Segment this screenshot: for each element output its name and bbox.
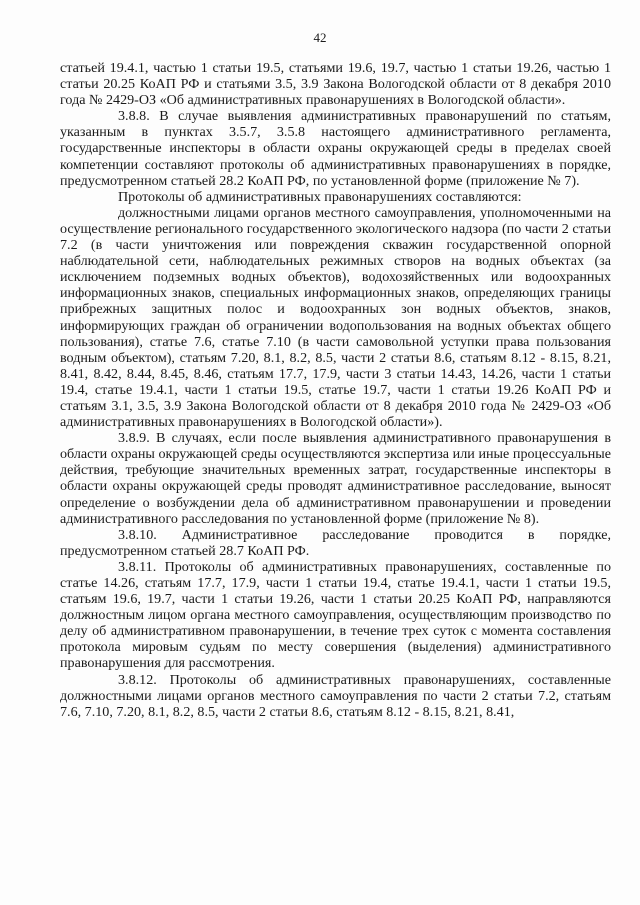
paragraph-3-8-8: 3.8.8. В случае выявления административных правонарушений по статьям, указанным в пунктах 3.5.7, 3.5.8 настоящего административного регламента, государственные инспекторы в области охраны окружающей среды в пределах своей компетенции составляют протоколы об административных правонарушениях в порядке, предусмотренном статьей 28.2 КоАП РФ, по установленной форме (приложение № 7).: [60, 108, 611, 189]
paragraph-3-8-11: 3.8.11. Протоколы об административных правонарушениях, составленные по статье 14.26, статьям 17.7, 17.9, части 1 статьи 19.4, статье 19.4.1, части 1 статьи 19.5, статьям 19.6, 19.7, части 1 статьи 19.26, части 1 статьи 20.25 КоАП РФ, направляются должностным лицом органа местного самоуправления, осуществляющим производство по делу об административном правонарушении, в течение трех суток с момента составления протокола мировым судьям по месту совершения (выделения) административного правонарушения для рассмотрения.: [60, 558, 611, 672]
page-number: 42: [313, 30, 327, 45]
paragraph-protocols-intro: Протоколы об административных правонарушениях составляются:: [118, 188, 522, 205]
paragraph-3-8-12: 3.8.12. Протоколы об административных правонарушениях, составленные должностными лицами органов местного самоуправления по части 2 статьи 7.2, статьям 7.6, 7.10, 7.20, 8.1, 8.2, 8.5, части 2 статьи 8.6, статьям 8.12 - 8.15, 8.21, 8.41,: [60, 671, 611, 720]
document-body: [60, 60, 611, 720]
paragraph-local-officials: должностными лицами органов местного самоуправления, уполномоченными на осуществление регионального государственного экологического надзора (по части 2 статьи 7.2 (в части уничтожения или повреждения скважин государственной опорной наблюдательной сети, наблюдательных режимных створов на водных объектах (за исключением подземных водных объектов), водохозяйственных или водоохранных информационных знаков, специальных информационных знаков, определяющих границы прибрежных защитных полос и водоохранных зон водных объектов, знаков, информирующих граждан об ограничении водопользования на водных объектах общего пользования), статье 7.6, статье 7.10 (в части самовольной уступки права пользования водным объектом), статьям 7.20, 8.1, 8.2, 8.5, части 2 статьи 8.6, статьям 8.12 - 8.15, 8.21, 8.41, 8.42, 8.44, 8.45, 8.46, статьям 17.7, 17.9, части 3 статьи 14.43, 14.26, части 1 статьи 19.4, статье 19.4.1, части 1 статьи 19.5, статье 19.7, части 1 статьи 19.26 КоАП РФ и статьям 3.1, 3.5, 3.9 Закона Вологодской области от 8 декабря 2010 года № 2429-ОЗ «Об административных правонарушениях в Вологодской области»).: [60, 204, 611, 431]
paragraph-continuation: статьей 19.4.1, частью 1 статьи 19.5, статьями 19.6, 19.7, частью 1 статьи 19.26, частью 1 статьи 20.25 КоАП РФ и статьями 3.5, 3.9 Закона Вологодской области от 8 декабря 2010 года № 2429-ОЗ «Об административных правонарушениях в Вологодской области».: [60, 60, 611, 109]
paragraph-3-8-9: 3.8.9. В случаях, если после выявления административного правонарушения в области охраны окружающей среды осуществляются экспертиза или иные процессуальные действия, требующие значительных временных затрат, государственные инспекторы в области охраны окружающей среды проводят административное расследование, выносят определение о возбуждении дела об административном правонарушении и проведении административного расследования по установленной форме (приложение № 8).: [60, 430, 611, 527]
paragraph-3-8-10: 3.8.10. Административное расследование проводится в порядке, предусмотренном статьей 28.7 КоАП РФ.: [60, 526, 611, 559]
